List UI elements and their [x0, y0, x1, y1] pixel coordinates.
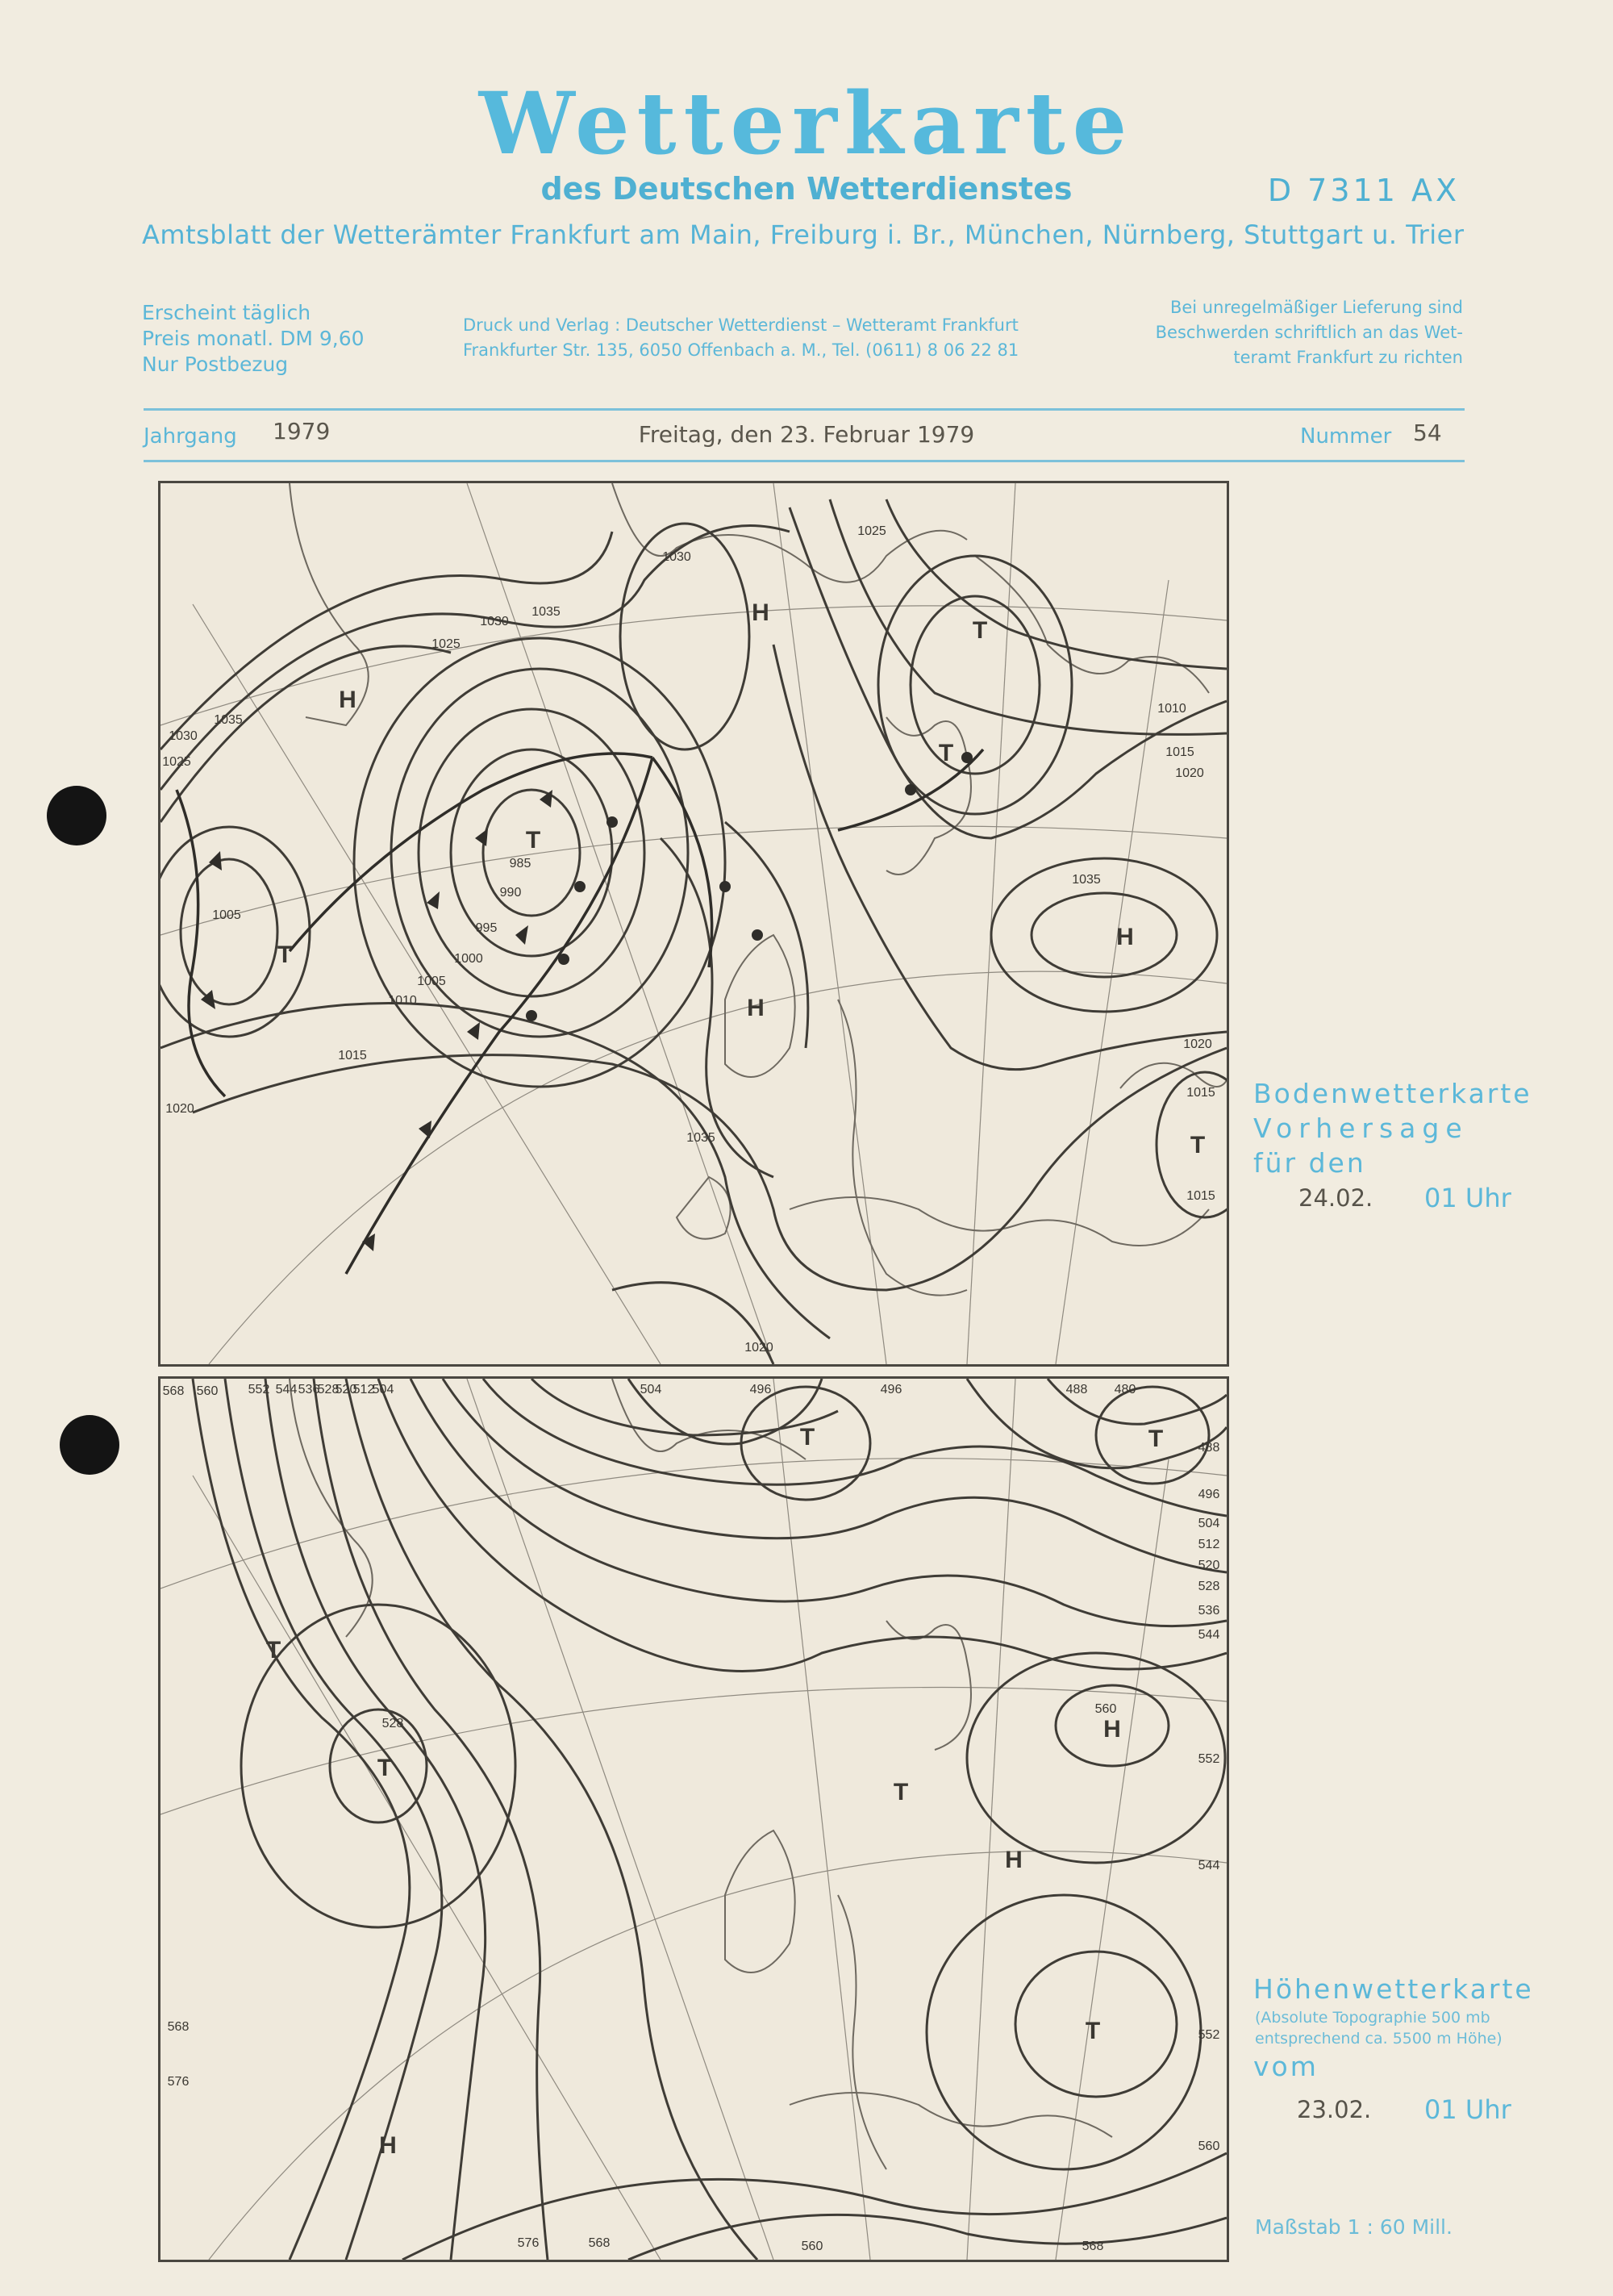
height-label: 560 — [801, 2240, 823, 2253]
caption-line: Vorhersage — [1253, 1113, 1469, 1144]
pressure-system: T — [1085, 2018, 1101, 2044]
height-label: 480 — [1114, 1383, 1136, 1396]
isobar-label: 1005 — [417, 975, 446, 988]
isobar-label: 1020 — [1175, 766, 1204, 780]
pressure-system: T — [1190, 1132, 1206, 1158]
jahrgang-label: Jahrgang — [144, 424, 237, 449]
pressure-system: H — [339, 687, 356, 713]
pressure-system: T — [377, 1755, 393, 1781]
height-label: 488 — [1198, 1441, 1220, 1455]
isobar-label: 1010 — [1157, 702, 1186, 716]
nummer-label: Nummer — [1300, 424, 1392, 449]
complaints-line: Beschwerden schriftlich an das Wet- — [1155, 323, 1463, 342]
upper-map-time: 01 Uhr — [1424, 2094, 1511, 2125]
height-label: 568 — [162, 1384, 185, 1398]
pressure-system: T — [938, 740, 954, 766]
isobar-label: 1015 — [338, 1049, 367, 1062]
pressure-system: T — [265, 1637, 281, 1664]
header-rule-bottom — [144, 460, 1465, 462]
pressure-system: H — [1103, 1716, 1121, 1743]
map-scale: Maßstab 1 : 60 Mill. — [1255, 2215, 1453, 2239]
upper-map-vom: vom — [1253, 2051, 1319, 2082]
caption-line: Bodenwetterkarte — [1253, 1078, 1532, 1109]
height-label: 528 — [381, 1717, 404, 1730]
height-label: 536 — [1198, 1604, 1220, 1618]
isobar-label: 1020 — [165, 1102, 194, 1116]
height-label: 552 — [1198, 1752, 1220, 1766]
complaints-info — [1156, 295, 1463, 370]
height-label: 560 — [1094, 1702, 1117, 1716]
isobar-label: 995 — [475, 921, 498, 935]
publisher-line: Frankfurter Str. 135, 6050 Offenbach a. M., Tel. (0611) 8 06 22 81 — [463, 340, 1019, 360]
isobar-label: 1020 — [1183, 1037, 1212, 1051]
height-label: 496 — [749, 1383, 772, 1396]
isobar-label: 1035 — [1072, 873, 1101, 887]
pressure-system: H — [1116, 924, 1134, 950]
surface-map-date: 24.02. — [1298, 1184, 1373, 1212]
isobar-label: 990 — [499, 886, 522, 900]
publication-line: Nur Postbezug — [142, 353, 289, 376]
height-label: 544 — [1198, 1628, 1220, 1642]
publisher-info — [463, 313, 1019, 363]
isobar-label: 1025 — [431, 637, 461, 651]
height-label: 568 — [167, 2020, 190, 2034]
isobar-label: 1030 — [169, 729, 198, 743]
height-label: 528 — [1198, 1580, 1220, 1593]
height-label: 504 — [640, 1383, 662, 1396]
isobar-label: 985 — [509, 857, 531, 870]
upper-map-caption: Höhenwetterkarte — [1253, 1973, 1534, 2005]
isobar-label: 1015 — [1165, 745, 1194, 759]
pressure-system: T — [1148, 1426, 1164, 1452]
isobar-label: 1010 — [388, 994, 417, 1008]
pressure-system: T — [525, 827, 541, 854]
masthead-subtitle: des Deutschen Wetterdienstes — [540, 171, 1073, 207]
pressure-system: H — [1005, 1847, 1023, 1873]
complaints-line: teramt Frankfurt zu richten — [1233, 348, 1463, 367]
upper-air-map — [158, 1376, 1229, 2262]
height-label: 536 — [298, 1383, 320, 1396]
height-label: 488 — [1065, 1383, 1088, 1396]
pressure-system: H — [747, 995, 765, 1021]
issn-code: D 7311 AX — [1267, 173, 1460, 208]
pressure-system: T — [799, 1424, 815, 1451]
height-label: 512 — [352, 1383, 375, 1396]
pressure-system: T — [893, 1779, 909, 1805]
issue-date: Freitag, den 23. Februar 1979 — [638, 421, 975, 448]
pressure-system: H — [379, 2132, 397, 2159]
height-label: 520 — [1198, 1559, 1220, 1572]
complaints-line: Bei unregelmäßiger Lieferung sind — [1169, 298, 1463, 317]
height-label: 504 — [372, 1383, 394, 1396]
pressure-system: H — [752, 599, 769, 626]
height-label: 568 — [1082, 2240, 1104, 2253]
height-label: 576 — [517, 2236, 540, 2250]
isobar-label: 1005 — [212, 908, 241, 922]
height-label: 576 — [167, 2075, 190, 2089]
publication-line: Erscheint täglich — [142, 301, 311, 324]
punch-hole — [60, 1415, 119, 1475]
pressure-system: T — [972, 617, 988, 644]
surface-map-caption — [1253, 1076, 1532, 1180]
jahrgang-value: 1979 — [273, 418, 331, 445]
punch-hole — [47, 786, 106, 845]
height-label: 496 — [880, 1383, 902, 1396]
isobar-label: 1035 — [686, 1131, 715, 1145]
upper-map-note — [1255, 2007, 1503, 2049]
note-line: entsprechend ca. 5500 m Höhe) — [1255, 2030, 1503, 2048]
publication-info — [142, 300, 365, 378]
surface-map-time: 01 Uhr — [1424, 1183, 1511, 1213]
height-label: 560 — [196, 1384, 219, 1398]
surface-weather-map — [158, 481, 1229, 1367]
isobar-label: 1025 — [162, 755, 191, 769]
height-label: 520 — [335, 1383, 357, 1396]
isobar-label: 1030 — [480, 615, 509, 628]
header-rule-top — [144, 408, 1465, 411]
isobar-label: 1020 — [744, 1341, 773, 1355]
isobar-label: 1025 — [857, 524, 886, 538]
height-label: 544 — [1198, 1859, 1220, 1872]
offices-line: Amtsblatt der Wetterämter Frankfurt am Main, Freiburg i. Br., München, Nürnberg, Stuttgart u. Trier — [142, 219, 1465, 250]
publication-line: Preis monatl. DM 9,60 — [142, 327, 365, 350]
isobar-label: 1035 — [531, 605, 561, 619]
publisher-line: Druck und Verlag : Deutscher Wetterdienst – Wetteramt Frankfurt — [463, 315, 1019, 335]
height-label: 496 — [1198, 1488, 1220, 1501]
isobar-label: 1015 — [1186, 1086, 1215, 1100]
height-label: 568 — [588, 2236, 611, 2250]
height-label: 504 — [1198, 1517, 1220, 1530]
height-label: 544 — [275, 1383, 298, 1396]
isobar-label: 1000 — [454, 952, 483, 966]
masthead-title: Wetterkarte — [478, 73, 1135, 173]
isobar-label: 1015 — [1186, 1189, 1215, 1203]
pressure-system: T — [277, 941, 293, 968]
isobar-label: 1030 — [662, 550, 691, 564]
height-label: 528 — [317, 1383, 340, 1396]
surface-map-drawing — [160, 483, 1227, 1364]
height-label: 552 — [1198, 2028, 1220, 2042]
height-label: 552 — [248, 1383, 270, 1396]
caption-line: für den — [1253, 1147, 1366, 1179]
height-label: 560 — [1198, 2139, 1220, 2153]
height-label: 512 — [1198, 1538, 1220, 1551]
nummer-value: 54 — [1413, 420, 1442, 446]
note-line: (Absolute Topographie 500 mb — [1255, 2009, 1490, 2027]
upper-map-drawing — [160, 1379, 1227, 2260]
isobar-label: 1035 — [214, 713, 243, 727]
upper-map-date: 23.02. — [1297, 2096, 1372, 2123]
